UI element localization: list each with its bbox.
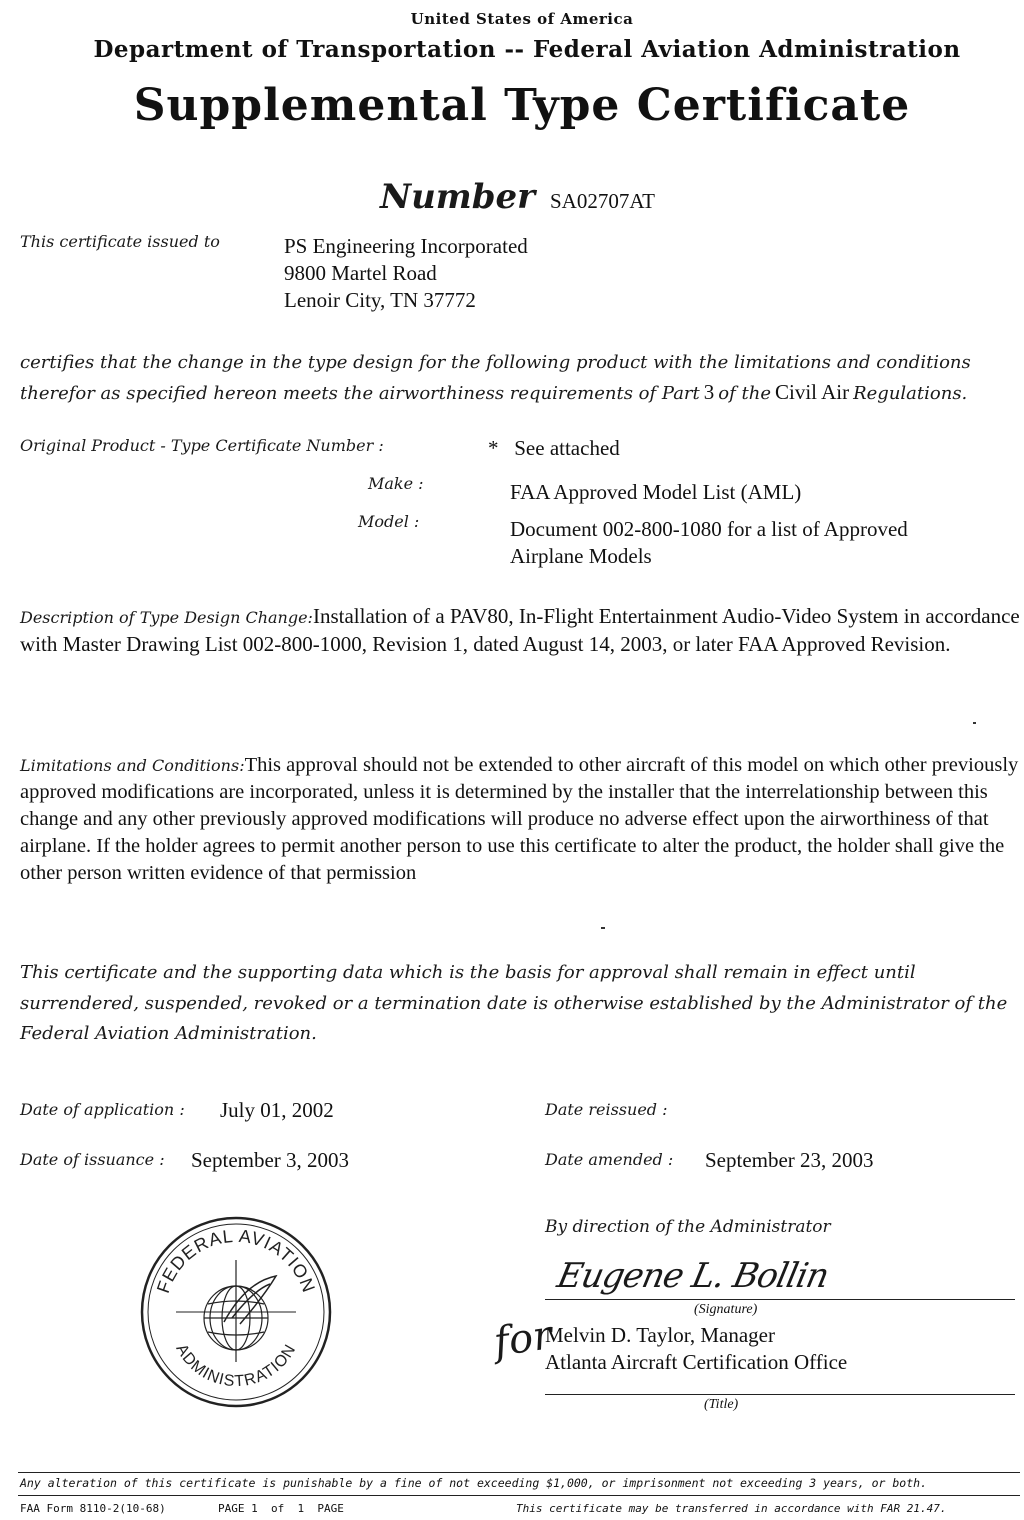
signature-line — [545, 1299, 1015, 1300]
signer-name: Melvin D. Taylor, Manager — [545, 1323, 775, 1347]
for-handwritten: for — [491, 1312, 555, 1366]
certifies-line-2-text: therefor as specified hereon meets the airworthiness requirements of Part — [20, 383, 700, 404]
model-value-line-2: Airplane Models — [510, 544, 652, 568]
title-caption: (Title) — [704, 1397, 739, 1412]
faa-seal — [136, 1212, 336, 1412]
application-date-label: Date of application : — [20, 1100, 185, 1119]
make-label: Make : — [368, 474, 424, 493]
signature-caption: (Signature) — [694, 1302, 758, 1317]
holder-name: PS Engineering Incorporated — [284, 234, 528, 258]
scan-dot — [601, 927, 605, 929]
validity-line-2: surrendered, suspended, revoked or a termination date is otherwise established by the Administrator of the — [20, 993, 1008, 1014]
certifies-line-2 — [20, 380, 967, 405]
limitations-paragraph — [20, 752, 1024, 887]
issued-to-label: This certificate issued to — [20, 232, 220, 251]
regulations-script: Regulations. — [853, 383, 968, 404]
description-paragraph — [20, 603, 1020, 658]
country-heading: United States of America — [410, 10, 634, 28]
certificate-number: SA02707AT — [550, 189, 656, 213]
seal-text-top: FEDERAL AVIATION — [152, 1225, 320, 1296]
holder-street: 9800 Martel Road — [284, 261, 437, 285]
of-the-text: of the — [718, 383, 771, 404]
wing-icon — [176, 1260, 296, 1362]
description-label: Description of Type Design Change: — [20, 608, 313, 627]
amended-date-value: September 23, 2003 — [705, 1148, 874, 1172]
scan-dot — [973, 722, 976, 724]
certificate-title: Supplemental Type Certificate — [133, 80, 911, 131]
limitations-text: This approval should not be extended to other aircraft of this model on which other previously approved modifications are incorporated, unless it is determined by the installer that the interrelationship between this change and any other previously approved modifications will produce no adverse effect upon the airworthiness of that airplane. If the holder agrees to permit another person to use this certificate to alter the product, the holder shall give the other person written evidence of that permission — [20, 754, 1019, 884]
original-product-label: Original Product - Type Certificate Number : — [20, 436, 384, 455]
footer-rule-2 — [18, 1495, 1020, 1496]
issuance-date-label: Date of issuance : — [20, 1150, 165, 1169]
amended-date-label: Date amended : — [545, 1150, 674, 1169]
handwritten-signature: Eugene L. Bollin — [553, 1256, 832, 1296]
seal-text-bottom: ADMINISTRATION — [172, 1341, 300, 1391]
transfer-note: This certificate may be transferred in accordance with FAR 21.47. — [516, 1502, 947, 1515]
footer-rule — [18, 1472, 1020, 1473]
part-number: 3 — [703, 380, 715, 404]
model-value-line-1: Document 002-800-1080 for a list of Approved — [510, 517, 908, 541]
limitations-label: Limitations and Conditions: — [20, 756, 245, 775]
make-value: FAA Approved Model List (AML) — [510, 480, 802, 504]
direction-text: By direction of the Administrator — [545, 1217, 831, 1237]
regulations-plain: Civil Air — [774, 380, 850, 404]
certifies-line-1: certifies that the change in the type design for the following product with the limitations and conditions — [20, 352, 971, 373]
form-number: FAA Form 8110-2(10-68) — [20, 1502, 166, 1515]
holder-city: Lenoir City, TN 37772 — [284, 288, 476, 312]
model-label: Model : — [358, 512, 420, 531]
page-indicator: PAGE 1 of 1 PAGE — [218, 1502, 344, 1515]
issuance-date-value: September 3, 2003 — [191, 1148, 350, 1172]
reissued-date-label: Date reissued : — [545, 1100, 668, 1119]
department-heading: Department of Transportation -- Federal Aviation Administration — [93, 36, 961, 63]
validity-line-3: Federal Aviation Administration. — [20, 1023, 317, 1044]
number-label: Number — [380, 177, 536, 217]
signer-office: Atlanta Aircraft Certification Office — [545, 1350, 848, 1374]
validity-line-1: This certificate and the supporting data which is the basis for approval shall remain in effect until — [20, 962, 916, 983]
alteration-warning: Any alteration of this certificate is punishable by a fine of not exceeding $1,000, or imprisonment not exceeding 3 years, or both. — [20, 1476, 927, 1490]
application-date-value: July 01, 2002 — [220, 1098, 334, 1122]
original-product-value: * See attached — [488, 436, 620, 460]
title-line — [545, 1394, 1015, 1395]
description-text: Installation of a PAV80, In-Flight Entertainment Audio-Video System in accordance with Master Drawing List 002-800-1000, Revision 1, dated August 14, 2003, or later FAA Approved Revision. — [20, 604, 1020, 656]
